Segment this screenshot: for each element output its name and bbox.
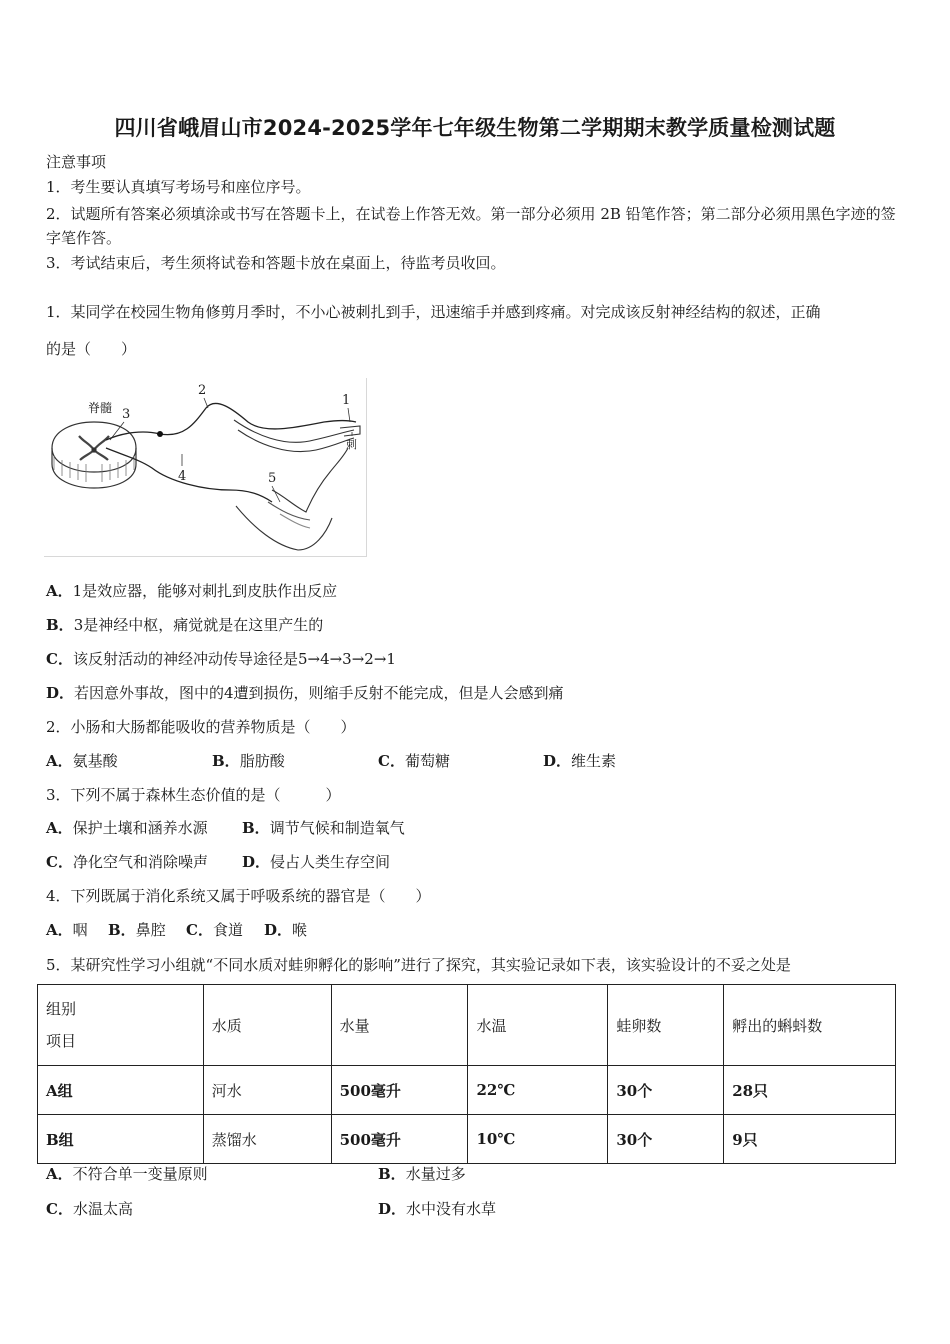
corner-bottom: 项目: [46, 1032, 77, 1050]
q4-option-a[interactable]: A．咽: [46, 921, 88, 939]
arm-drawing: [234, 420, 360, 550]
reflex-arc-figure: [44, 378, 367, 557]
q3-option-c[interactable]: C．净化空气和消除噪声: [46, 853, 208, 871]
q1-stem-line2: 的是（ ）: [46, 340, 137, 358]
table-header-cell: 孵出的蝌蚪数: [724, 985, 896, 1066]
q3-option-d[interactable]: D．侵占人类生存空间: [242, 853, 391, 871]
q2-stem: 2．小肠和大肠都能吸收的营养物质是（ ）: [46, 718, 356, 736]
table-header-cell: 水温: [468, 985, 608, 1066]
q5-option-d[interactable]: D．水中没有水草: [378, 1200, 497, 1218]
q2-option-c[interactable]: C．葡萄糖: [378, 752, 450, 770]
table-cell: 22℃: [468, 1066, 608, 1115]
q2-option-d[interactable]: D．维生素: [543, 752, 617, 770]
label-4: 4: [178, 469, 187, 484]
table-cell: 500毫升: [331, 1066, 468, 1115]
corner-top: 组别: [46, 1000, 77, 1018]
table-cell: 30个: [608, 1066, 724, 1115]
q5-option-b[interactable]: B．水量过多: [378, 1165, 466, 1183]
table-header-cell: 水量: [331, 985, 468, 1066]
q5-option-a[interactable]: A．不符合单一变量原则: [46, 1165, 208, 1183]
q1-option-b[interactable]: B．3是神经中枢，痛觉就是在这里产生的: [46, 616, 324, 634]
q2-option-a[interactable]: A．氨基酸: [46, 752, 118, 770]
table-cell: 30个: [608, 1115, 724, 1164]
table-corner-cell: [38, 985, 204, 1066]
label-3: 3: [122, 407, 131, 422]
q3-stem: 3．下列不属于森林生态价值的是（ ）: [46, 786, 341, 804]
table-header-row: [38, 985, 896, 1066]
table-header-cell: 蛙卵数: [608, 985, 724, 1066]
table-cell: 28只: [724, 1066, 896, 1115]
label-2: 2: [198, 383, 207, 398]
label-1: 1: [342, 393, 351, 408]
table-row: [38, 1115, 896, 1164]
notice-item-2: 2．试题所有答案必须填涂或书写在答题卡上，在试卷上作答无效。第一部分必须用 2B 铅笔作答；第二部分必须用黑色字迹的签字笔作答。: [46, 205, 896, 247]
q3-option-b[interactable]: B．调节气候和制造氧气: [242, 819, 405, 837]
label-5: 5: [268, 471, 277, 486]
notice-item-3: 3．考试结束后，考生须将试卷和答题卡放在桌面上，待监考员收回。: [46, 254, 506, 272]
q2-option-b[interactable]: B．脂肪酸: [212, 752, 285, 770]
table-row: [38, 1066, 896, 1115]
table-cell: 500毫升: [331, 1115, 468, 1164]
reflex-arc-diagram: [44, 378, 366, 556]
table-cell: 9只: [724, 1115, 896, 1164]
q3-option-a[interactable]: A．保护土壤和涵养水源: [46, 819, 208, 837]
table-header-cell: 水质: [203, 985, 331, 1066]
q5-option-c[interactable]: C．水温太高: [46, 1200, 133, 1218]
notice-item-1: 1．考生要认真填写考场号和座位序号。: [46, 178, 311, 196]
q1-option-d[interactable]: D．若因意外事故，图中的4遭到损伤，则缩手反射不能完成，但是人会感到痛: [46, 684, 564, 702]
q1-stem-line1: 1．某同学在校园生物角修剪月季时，不小心被刺扎到手，迅速缩手并感到疼痛。对完成该反射神经结构的叙述，正确: [46, 303, 821, 321]
q1-option-a[interactable]: A．1是效应器，能够对刺扎到皮肤作出反应: [46, 582, 338, 600]
experiment-table: [37, 984, 896, 1164]
table-group-cell: B组: [38, 1115, 204, 1164]
sensory-neuron-path: [106, 403, 356, 440]
page-title: 四川省峨眉山市2024-2025学年七年级生物第二学期期末教学质量检测试题: [114, 116, 836, 140]
label-spinal-cord: 脊髓: [88, 401, 113, 415]
table-group-cell: A组: [38, 1066, 204, 1115]
table-cell: 10℃: [468, 1115, 608, 1164]
label-thorn: 刺: [346, 438, 357, 451]
table-cell: 河水: [203, 1066, 331, 1115]
q5-stem: 5．某研究性学习小组就“不同水质对蛙卵孵化的影响”进行了探究，其实验记录如下表，该实验设计的不妥之处是: [46, 956, 791, 974]
notice-heading: 注意事项: [46, 153, 107, 171]
table-cell: 蒸馏水: [203, 1115, 331, 1164]
q4-stem: 4．下列既属于消化系统又属于呼吸系统的器官是（ ）: [46, 887, 431, 905]
q4-option-b[interactable]: B．鼻腔: [108, 921, 166, 939]
q4-option-c[interactable]: C．食道: [186, 921, 243, 939]
sensory-neuron-body: [157, 431, 163, 437]
q1-option-c[interactable]: C．该反射活动的神经冲动传导途径是5→4→3→2→1: [46, 650, 396, 668]
q4-option-d[interactable]: D．喉: [264, 921, 308, 939]
